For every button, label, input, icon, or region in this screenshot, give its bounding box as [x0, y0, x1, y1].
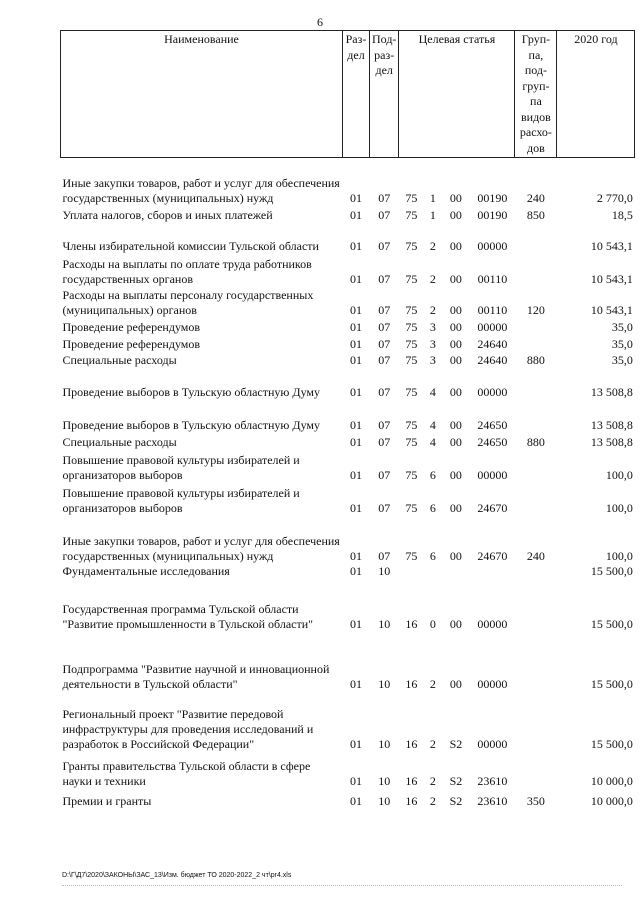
- row-name: Повышение правовой культуры избирателей и организаторов выборов: [62, 452, 300, 482]
- row-cs3: 00: [449, 384, 462, 399]
- row-cs4: 00110: [477, 271, 508, 286]
- row-sum: 35,0: [611, 336, 633, 351]
- row-cs2: 2: [429, 302, 436, 317]
- row-cs4: 23610: [477, 773, 508, 788]
- row-name: Проведение референдумов: [62, 336, 201, 351]
- row-name: Гранты правительства Тульской области в сфере науки и техники: [62, 758, 311, 788]
- row-rz: 01: [350, 302, 362, 317]
- table-row: [61, 564, 635, 588]
- row-vr: [515, 318, 557, 335]
- row-name: Проведение выборов в Тульскую областную Думу: [62, 417, 321, 432]
- row-rz: 01: [350, 563, 362, 578]
- row-pr: 07: [378, 207, 391, 222]
- row-sum: 35,0: [611, 352, 633, 367]
- row-rz: 01: [350, 190, 362, 205]
- table-row: [61, 692, 635, 752]
- row-cs3: 00: [449, 271, 462, 286]
- table-row: [61, 450, 635, 483]
- row-vr: [515, 254, 557, 287]
- row-sum: 18,5: [611, 207, 633, 222]
- row-name: Фундаментальные исследования: [62, 563, 230, 578]
- row-name: Иные закупки товаров, работ и услуг для обеспечения государственных (муниципальных) нужд: [62, 533, 340, 563]
- row-pr: 07: [378, 434, 391, 449]
- row-cs1: 75: [405, 500, 418, 515]
- table-row: [61, 206, 635, 223]
- row-cs4: [470, 564, 515, 588]
- table-row: [61, 752, 635, 789]
- row-vr: [515, 564, 557, 588]
- row-cs3: 00: [449, 616, 462, 631]
- row-cs1: 75: [405, 548, 418, 563]
- row-cs2: 0: [429, 616, 436, 631]
- row-pr: 10: [378, 616, 391, 631]
- row-cs3: 00: [449, 190, 462, 205]
- row-cs1: 75: [405, 190, 418, 205]
- row-sum: 15 500,0: [590, 736, 633, 751]
- row-vr: 350: [526, 793, 545, 808]
- row-rz: 01: [350, 500, 362, 515]
- row-sum: 2 770,0: [596, 190, 633, 205]
- row-rz: 01: [350, 417, 362, 432]
- row-cs2: 1: [429, 207, 436, 222]
- row-cs4: 24640: [477, 336, 508, 351]
- row-cs1: 75: [405, 417, 418, 432]
- row-cs3: S2: [449, 773, 463, 788]
- row-vr: [515, 632, 557, 692]
- row-rz: 01: [350, 736, 362, 751]
- row-cs1: 75: [405, 467, 418, 482]
- row-sum: 100,0: [605, 467, 633, 482]
- row-pr: 07: [378, 417, 391, 432]
- row-vr: 880: [526, 434, 545, 449]
- row-cs2: 3: [429, 336, 436, 351]
- row-name: Проведение выборов в Тульскую областную Думу: [62, 384, 321, 399]
- row-cs3: 00: [449, 676, 462, 691]
- row-rz: 01: [350, 238, 362, 253]
- row-cs4: 24650: [477, 417, 508, 432]
- row-sum: 35,0: [611, 319, 633, 334]
- row-rz: 01: [350, 793, 362, 808]
- row-cs3: S2: [449, 793, 463, 808]
- footer-divider: [62, 885, 622, 886]
- page-number: 6: [317, 15, 323, 29]
- row-rz: 01: [350, 336, 362, 351]
- row-cs3: 00: [449, 336, 462, 351]
- table-row: [61, 223, 635, 254]
- row-vr: [515, 752, 557, 789]
- row-cs4: 00190: [477, 207, 508, 222]
- file-path-footer: D:\Г\Д7\2020\ЗАКОНЫ\ЗАС_13\Изм. бюджет ТО 2020-2022_2 чт\pr4.xls: [62, 872, 292, 879]
- row-cs2: 3: [429, 352, 436, 367]
- row-cs3: 00: [449, 238, 462, 253]
- row-name: Расходы на выплаты по оплате труда работников государственных органов: [62, 256, 312, 286]
- row-rz: 01: [350, 271, 362, 286]
- row-name: Члены избирательной комиссии Тульской области: [62, 238, 319, 253]
- row-cs3: 00: [449, 500, 462, 515]
- row-name: Премии и гранты: [62, 793, 152, 808]
- row-sum: 10 543,1: [590, 302, 633, 317]
- row-cs3: 00: [449, 417, 462, 432]
- row-sum: 10 543,1: [590, 238, 633, 253]
- row-cs1: 75: [405, 302, 418, 317]
- row-vr: 240: [526, 548, 545, 563]
- row-cs2: 6: [429, 548, 436, 563]
- table-row: [61, 433, 635, 450]
- row-pr: 10: [378, 676, 391, 691]
- row-cs4: 23610: [477, 793, 508, 808]
- row-cs4: 00000: [477, 238, 508, 253]
- row-cs1: 75: [405, 434, 418, 449]
- row-vr: 240: [526, 190, 545, 205]
- row-rz: 01: [350, 434, 362, 449]
- row-cs1: 75: [405, 319, 418, 334]
- row-cs3: 00: [449, 548, 462, 563]
- row-pr: 10: [378, 773, 391, 788]
- row-pr: 10: [378, 563, 391, 578]
- row-rz: 01: [350, 773, 362, 788]
- row-cs3: 00: [449, 467, 462, 482]
- row-cs4: 00000: [477, 384, 508, 399]
- table-row: [61, 483, 635, 516]
- row-cs4: 00110: [477, 302, 508, 317]
- row-name: Государственная программа Тульской области "Развитие промышленности в Тульской области": [62, 601, 314, 631]
- row-pr: 07: [378, 319, 391, 334]
- row-cs4: 24640: [477, 352, 508, 367]
- budget-table: [60, 30, 635, 809]
- row-vr: [515, 368, 557, 400]
- row-cs4: 24670: [477, 548, 508, 563]
- row-pr: 07: [378, 500, 391, 515]
- table-row: [61, 789, 635, 809]
- table-row: [61, 400, 635, 433]
- row-cs4: 00000: [477, 676, 508, 691]
- row-vr: [515, 692, 557, 752]
- row-cs1: 75: [405, 384, 418, 399]
- row-sum: 13 508,8: [590, 434, 633, 449]
- row-vr: 120: [526, 302, 545, 317]
- row-pr: 10: [378, 736, 391, 751]
- row-cs2: 6: [429, 500, 436, 515]
- row-vr: [515, 588, 557, 632]
- table-row: [61, 335, 635, 352]
- row-cs2: 2: [429, 676, 436, 691]
- header-celevaya: Целевая статья: [399, 31, 515, 158]
- row-pr: 07: [378, 238, 391, 253]
- row-rz: 01: [350, 207, 362, 222]
- row-cs4: 00190: [477, 190, 508, 205]
- row-cs2: 4: [429, 417, 436, 432]
- row-cs1: 16: [405, 736, 418, 751]
- row-cs3: 00: [449, 319, 462, 334]
- row-name: Региональный проект "Развитие передовой инфраструктуры для проведения исследований и разработок в Российской Федерации": [62, 706, 314, 751]
- row-cs4: 00000: [477, 319, 508, 334]
- row-sum: 13 508,8: [590, 417, 633, 432]
- header-razdel: Раз- дел: [343, 31, 370, 158]
- row-name: Проведение референдумов: [62, 319, 201, 334]
- row-cs4: 24650: [477, 434, 508, 449]
- row-pr: 07: [378, 271, 391, 286]
- table-row: [61, 254, 635, 287]
- header-year: 2020 год: [557, 31, 635, 158]
- table-row: [61, 516, 635, 564]
- row-name: Иные закупки товаров, работ и услуг для обеспечения государственных (муниципальных) нужд: [62, 175, 340, 205]
- row-sum: 13 508,8: [590, 384, 633, 399]
- row-cs2: 1: [429, 190, 436, 205]
- row-name: Расходы на выплаты персоналу государственных (муниципальных) органов: [62, 287, 314, 317]
- row-cs3: 00: [449, 302, 462, 317]
- row-sum: 100,0: [605, 548, 633, 563]
- row-cs1: [399, 564, 424, 588]
- row-pr: 07: [378, 302, 391, 317]
- row-sum: 100,0: [605, 500, 633, 515]
- row-cs1: 16: [405, 616, 418, 631]
- row-vr: [515, 450, 557, 483]
- row-cs4: 00000: [477, 467, 508, 482]
- row-rz: 01: [350, 616, 362, 631]
- row-sum: 15 500,0: [590, 616, 633, 631]
- row-name: Повышение правовой культуры избирателей и организаторов выборов: [62, 485, 300, 515]
- row-cs1: 16: [405, 676, 418, 691]
- table-row: [61, 632, 635, 692]
- row-cs1: 75: [405, 352, 418, 367]
- row-cs4: 00000: [477, 736, 508, 751]
- row-name: Уплата налогов, сборов и иных платежей: [62, 207, 273, 222]
- table-row: [61, 158, 635, 206]
- row-sum: 15 500,0: [590, 563, 633, 578]
- row-pr: 07: [378, 352, 391, 367]
- row-cs1: 16: [405, 793, 418, 808]
- row-sum: 10 000,0: [590, 793, 633, 808]
- row-cs1: 75: [405, 271, 418, 286]
- header-name: Наименование: [61, 31, 343, 158]
- table-row: [61, 368, 635, 400]
- row-pr: 07: [378, 336, 391, 351]
- row-vr: 880: [526, 352, 545, 367]
- row-cs1: 75: [405, 207, 418, 222]
- row-cs2: 6: [429, 467, 436, 482]
- row-cs2: [424, 564, 442, 588]
- table-row: [61, 318, 635, 335]
- row-vr: [515, 400, 557, 433]
- row-pr: 07: [378, 548, 391, 563]
- row-cs4: 24670: [477, 500, 508, 515]
- row-cs3: [442, 564, 470, 588]
- row-pr: 07: [378, 467, 391, 482]
- row-sum: 10 543,1: [590, 271, 633, 286]
- row-pr: 10: [378, 793, 391, 808]
- row-cs4: 00000: [477, 616, 508, 631]
- row-rz: 01: [350, 384, 362, 399]
- row-rz: 01: [350, 352, 362, 367]
- row-rz: 01: [350, 467, 362, 482]
- row-cs2: 2: [429, 271, 436, 286]
- row-sum: 10 000,0: [590, 773, 633, 788]
- table-row: [61, 588, 635, 632]
- row-cs1: 16: [405, 773, 418, 788]
- row-vr: [515, 335, 557, 352]
- row-cs2: 2: [429, 793, 436, 808]
- row-cs3: 00: [449, 352, 462, 367]
- row-cs3: S2: [449, 736, 463, 751]
- header-gruppa: Груп- па, под- груп- па видов расхо- дов: [515, 31, 557, 158]
- table-row: [61, 287, 635, 318]
- row-cs3: 00: [449, 207, 462, 222]
- row-rz: 01: [350, 676, 362, 691]
- row-cs3: 00: [449, 434, 462, 449]
- row-pr: 07: [378, 190, 391, 205]
- table-row: [61, 352, 635, 368]
- row-rz: 01: [350, 319, 362, 334]
- row-name: Специальные расходы: [62, 434, 177, 449]
- row-pr: 07: [378, 384, 391, 399]
- row-cs2: 4: [429, 384, 436, 399]
- row-vr: [515, 483, 557, 516]
- row-cs1: 75: [405, 336, 418, 351]
- row-rz: 01: [350, 548, 362, 563]
- row-cs2: 4: [429, 434, 436, 449]
- row-cs2: 3: [429, 319, 436, 334]
- row-name: Специальные расходы: [62, 352, 177, 367]
- row-cs1: 75: [405, 238, 418, 253]
- header-podrazdel: Под- раз- дел: [370, 31, 399, 158]
- row-cs2: 2: [429, 238, 436, 253]
- row-vr: [515, 223, 557, 254]
- row-cs2: 2: [429, 736, 436, 751]
- row-sum: 15 500,0: [590, 676, 633, 691]
- row-name: Подпрограмма "Развитие научной и инновационной деятельности в Тульской области": [62, 661, 330, 691]
- row-cs2: 2: [429, 773, 436, 788]
- table-header: [61, 31, 635, 158]
- row-vr: 850: [526, 207, 545, 222]
